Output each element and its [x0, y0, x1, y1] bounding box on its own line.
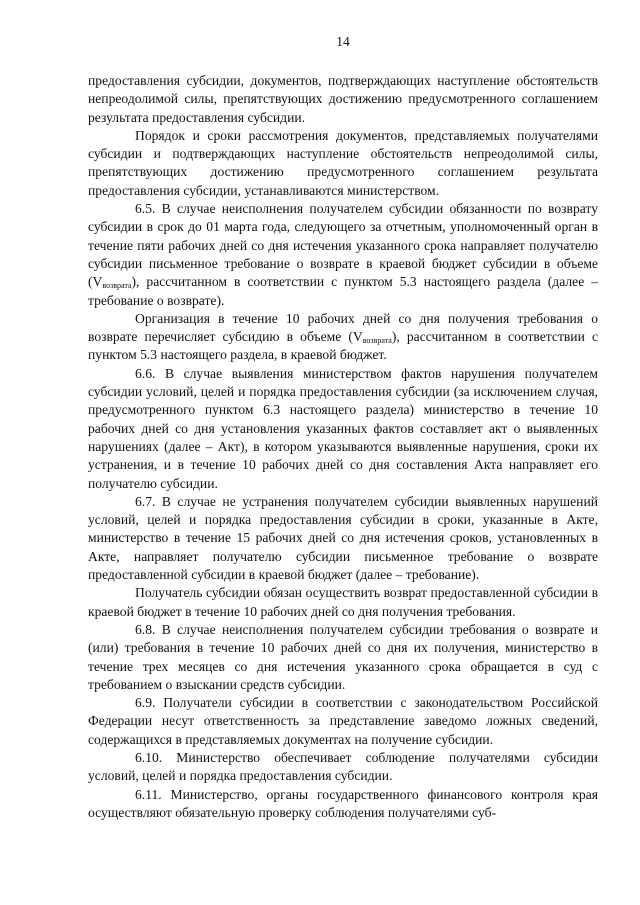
paragraph	[88, 365, 598, 493]
paragraph	[88, 200, 598, 310]
subscript-text: возврата	[362, 336, 392, 346]
paragraph-text: ), рассчитанном в соответствии с пунктом 5.3 настоящего раздела (далее – требование о возврате).	[88, 274, 598, 308]
paragraph-text: Получатель субсидии обязан осуществить возврат предоставленной субсидии в краевой бюджет в течение 10 рабочих дней со дня получения требования.	[88, 585, 598, 619]
paragraph	[88, 786, 598, 823]
paragraph	[88, 127, 598, 200]
paragraph	[88, 749, 598, 786]
paragraph-text: 6.7. В случае не устранения получателем субсидии выявленных нарушений условий, целей и порядка предоставления субсидии в сроки, указанные в Акте, министерство в течение 15 рабочих дней со дня истечения сроков, установленных в Акте, направляет получателю субсидии письменное требование о возврате предоставленной субсидии в краевой бюджет (далее – требование).	[88, 493, 598, 583]
paragraph	[88, 584, 598, 621]
paragraph-text: 6.5. В случае неисполнения получателем субсидии обязанности по возврату субсидии в срок до 01 марта года, следующего за отчетным, уполномоченный орган в течение пяти рабочих дней со дня истечения указанного срока направляет получателю субсидии письменное требование о возврате в краевой бюджет субсидии в объеме (V	[88, 201, 598, 290]
paragraph-text: предоставления субсидии, документов, подтверждающих наступление обстоятельств непреодолимой силы, препятствующих достижению предусмотренного соглашением результата предоставления субсидии.	[88, 73, 598, 125]
paragraph-text: 6.8. В случае неисполнения получателем субсидии требования о возврате и (или) требования в течение 10 рабочих дней со дня их получения, министерство в течение трех месяцев со дня истечения указанного срока обращается в суд с требованием о взыскании средств субсидии.	[88, 621, 598, 692]
paragraph	[88, 694, 598, 749]
paragraph-text: ), рассчитанном в соответствии с пунктом 5.3 настоящего раздела, в краевой бюджет.	[88, 329, 598, 363]
paragraph-text: Порядок и сроки рассмотрения документов, представляемых получателями субсидии и подтверждающих наступление обстоятельств непреодолимой силы, препятствующих достижению предусмотренного соглашением результата предоставления субсидии, устанавливаются министерством.	[88, 127, 598, 198]
paragraph-text: 6.9. Получатели субсидии в соответствии с законодательством Российской Федерации несут ответственность за представление заведомо ложных сведений, содержащихся в представляемых документах на получение субсидии.	[88, 695, 598, 747]
document-body	[88, 72, 598, 822]
paragraph	[88, 621, 598, 694]
paragraph	[88, 310, 598, 365]
paragraph-text: 6.10. Министерство обеспечивает соблюдение получателями субсидии условий, целей и порядка предоставления субсидии.	[88, 749, 598, 784]
paragraph	[88, 72, 598, 127]
paragraph-text: Организация в течение 10 рабочих дней со дня получения требования о возврате перечисляет субсидию в объеме (V	[88, 310, 598, 345]
paragraph	[88, 493, 598, 584]
paragraph-text: 6.11. Министерство, органы государственного финансового контроля края осуществляют обязательную проверку соблюдения получателями суб-	[88, 786, 598, 820]
subscript-text: возврата	[102, 281, 132, 291]
paragraph-text: 6.6. В случае выявления министерством фактов нарушения получателем субсидии условий, целей и порядка предоставления субсидии (за исключением случая, предусмотренного пунктом 6.3 настоящего раздела) министерство в течение 10 рабочих дней со дня установления указанных фактов составляет акт о выявленных нарушениях (далее – Акт), в котором указываются выявленные нарушения, сроки их устранения, и в течение 10 рабочих дней со дня составления Акта направляет его получателю субсидии.	[88, 365, 598, 491]
page-number: 14	[336, 34, 350, 49]
